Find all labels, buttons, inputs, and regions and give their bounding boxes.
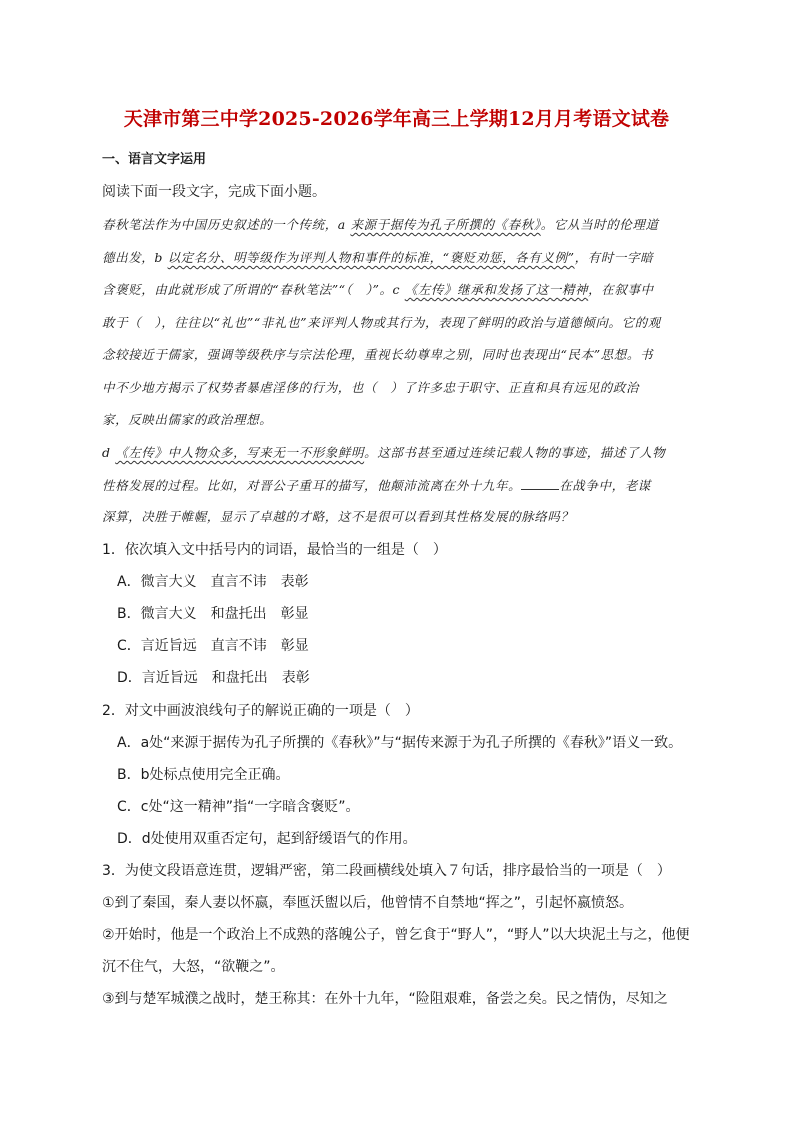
section-heading: 一、语言文字运用 — [102, 152, 207, 167]
passage-line: 深算，决胜于帷幄，显示了卓越的才略，这不是很可以看到其性格发展的脉络吗？ — [102, 509, 574, 524]
passage-text: 德出发，b — [102, 250, 168, 265]
question-2-stem: 2．对文中画波浪线句子的解说正确的一项是（ ） — [102, 703, 419, 719]
fill-in-blank — [521, 475, 559, 490]
passage-text: ，有时一字暗 — [574, 250, 654, 265]
passage-line — [102, 475, 651, 496]
wavy-sentence-b: 以定名分、明等级作为评判人物和事件的标准，“褒贬劝惩，各有义例” — [167, 250, 575, 265]
passage-line — [102, 215, 659, 235]
question-3-stem: 3．为使文段语意连贯，逻辑严密，第二段画横线处填入７句话，排序最恰当的一项是（ ） — [102, 863, 671, 879]
passage-line — [102, 443, 665, 463]
passage-text: d — [102, 445, 116, 460]
question-2-option-d: D．d处使用双重否定句，起到舒缓语气的作用。 — [117, 831, 417, 847]
passage-line: 中不少地方揭示了权势者暴虐淫侈的行为，也（ ）了许多忠于职守、正直和具有远见的政治 — [102, 380, 640, 395]
question-3-item-1: ①到了秦国，秦人妻以怀嬴，奉匜沃盥以后，他曾情不自禁地“挥之”，引起怀嬴愤怒。 — [102, 895, 634, 911]
question-1-option-d: D．言近旨远 和盘托出 表彰 — [117, 670, 310, 686]
question-3-item-2: ②开始时，他是一个政治上不成熟的落魄公子，曾乞食于“野人”，“野人”以大块泥土与之，他便 — [102, 927, 690, 943]
passage-text: 。它从当时的伦理道 — [540, 217, 659, 232]
passage-text: ，在叙事中 — [588, 282, 654, 297]
page-title: 天津市第三中学2025-2026学年高三上学期12月月考语文试卷 — [123, 108, 670, 130]
wavy-sentence-c: 《左传》继承和发扬了这一精神 — [404, 282, 589, 297]
question-2-option-b: B．b处标点使用完全正确。 — [117, 767, 290, 783]
question-1-option-b: B．微言大义 和盘托出 彰显 — [117, 606, 309, 622]
wavy-sentence-a: 来源于据传为孔子所撰的《春秋》 — [350, 217, 541, 232]
question-1-option-a: A．微言大义 直言不讳 表彰 — [117, 574, 309, 590]
passage-line: 敢于（ ），往往以“礼也”“非礼也”来评判人物或其行为，表现了鲜明的政治与道德倾向。它的观 — [102, 315, 661, 330]
passage-text: 含褒贬，由此就形成了所谓的“春秋笔法”“（ ）”。c — [102, 282, 405, 297]
passage-text: 性格发展的过程。比如，对晋公子重耳的描写，他颠沛流离在外十九年。 — [102, 478, 522, 493]
passage-line — [102, 280, 654, 300]
question-2-option-a: A．a处“来源于据传为孔子所撰的《春秋》”与“据传来源于为孔子所撰的《春秋》”语义一致。 — [117, 735, 683, 751]
question-2-option-c: C．c处“这一精神”指“一字暗含褒贬”。 — [117, 799, 360, 815]
instruction-text: 阅读下面一段文字，完成下面小题。 — [102, 184, 326, 200]
passage-line: 念较接近于儒家，强调等级秩序与宗法伦理，重视长幼尊卑之别，同时也表现出“民本”思想。书 — [102, 347, 654, 362]
passage-text: 在战争中，老谋 — [559, 478, 651, 493]
question-3-item-3: ③到与楚军城濮之战时，楚王称其：在外十九年，“险阻艰难，备尝之矣。民之情伪，尽知之 — [102, 991, 668, 1007]
question-1-stem: 1．依次填入文中括号内的词语，最恰当的一组是（ ） — [102, 542, 447, 558]
passage-text: 。这部书甚至通过连续记载人物的事迹，描述了人物 — [364, 445, 666, 460]
passage-text: 春秋笔法作为中国历史叙述的一个传统，a — [102, 217, 351, 232]
question-3-item-2-cont: 沉不住气，大怒，“欲鞭之”。 — [102, 959, 285, 975]
question-1-option-c: C．言近旨远 直言不讳 彰显 — [117, 638, 309, 654]
passage-line — [102, 248, 653, 268]
passage-line: 家，反映出儒家的政治理想。 — [102, 412, 273, 427]
wavy-sentence-d: 《左传》中人物众多，写来无一不形象鲜明 — [115, 445, 365, 460]
